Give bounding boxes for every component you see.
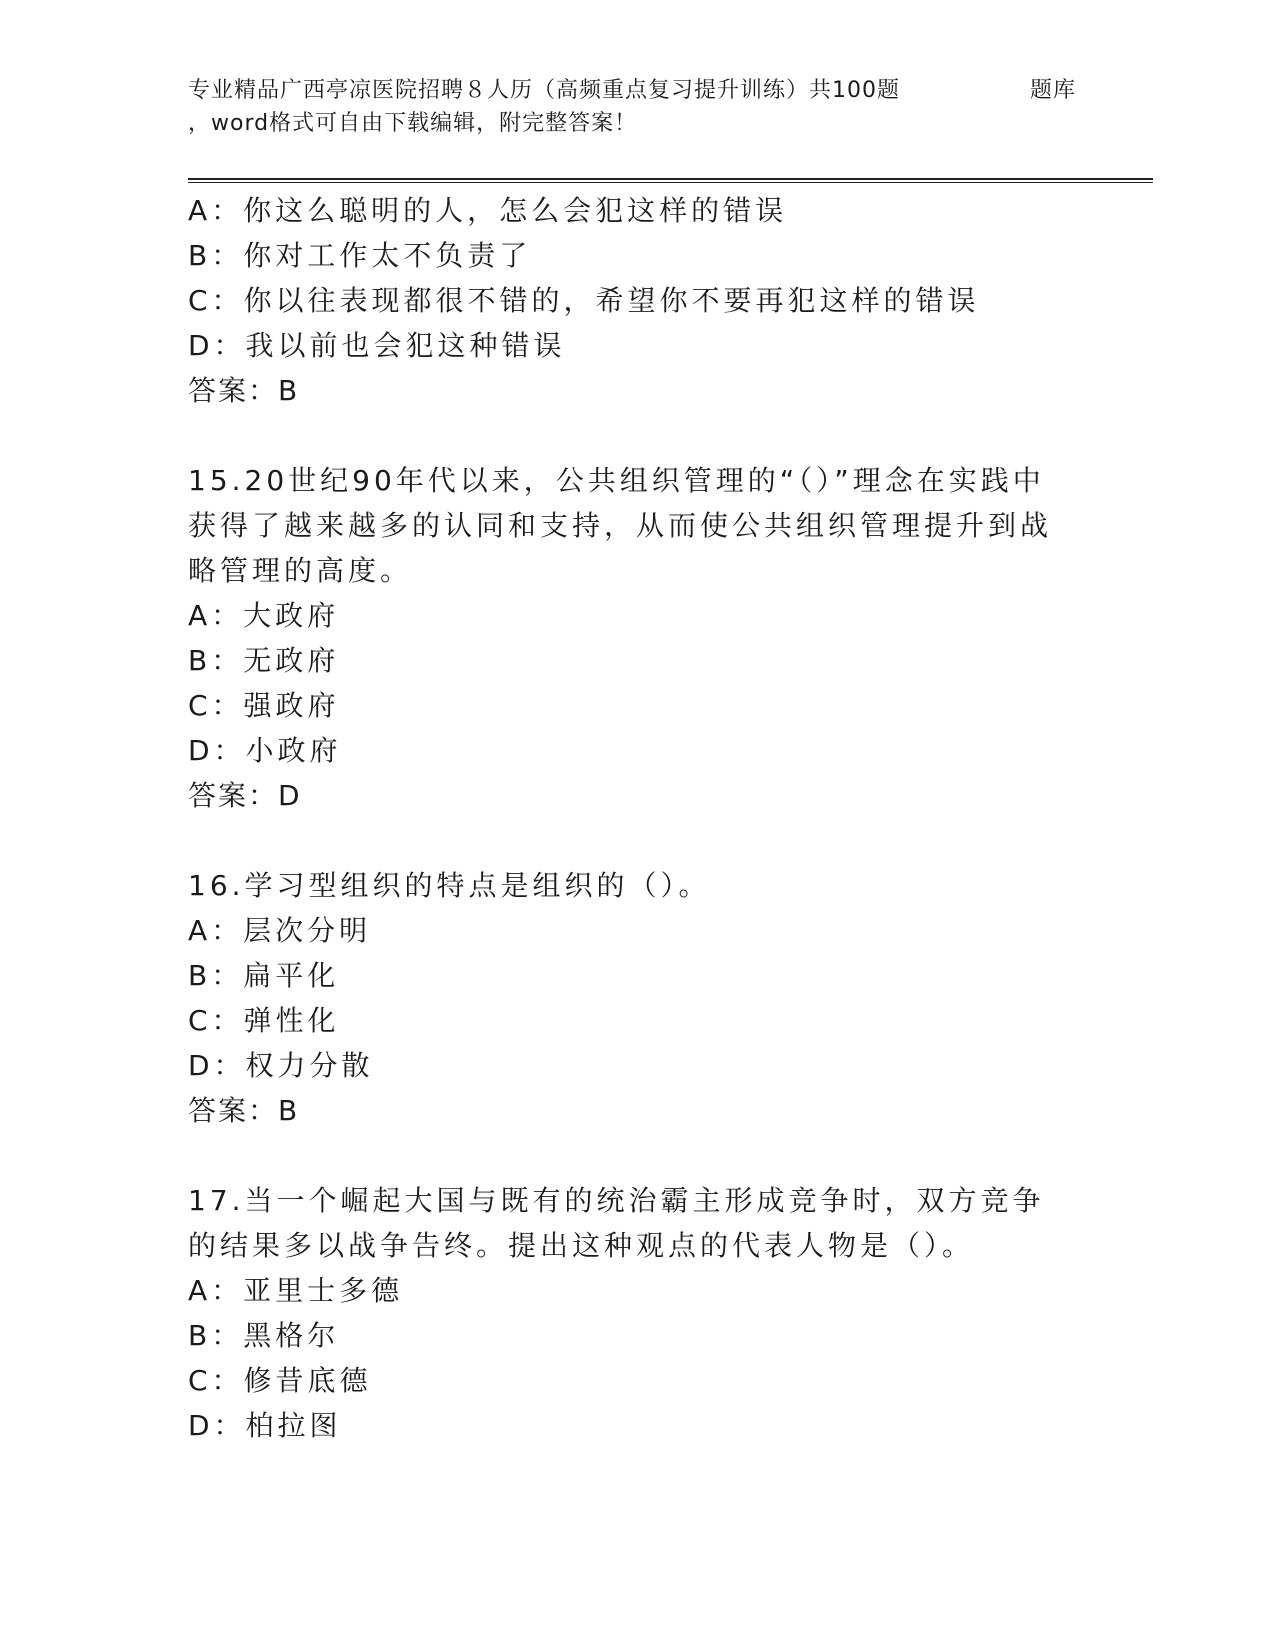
option-b: B：扁平化 <box>188 959 340 992</box>
question-15 <box>188 458 1088 818</box>
option-a: A：大政府 <box>188 599 340 632</box>
option-b: B：黑格尔 <box>188 1319 340 1352</box>
option-c: C：弹性化 <box>188 1004 340 1037</box>
question-fragment <box>188 188 1088 413</box>
option-a: A：亚里士多德 <box>188 1274 404 1307</box>
answer: 答案：B <box>188 374 300 407</box>
document-tag: 题库 <box>1030 78 1077 103</box>
question-text: 16.学习型组织的特点是组织的（）。 <box>188 869 711 902</box>
option-c: C：你以往表现都很不错的，希望你不要再犯这样的错误 <box>188 284 980 317</box>
option-c: C：强政府 <box>188 689 340 722</box>
option-d: D：柏拉图 <box>188 1409 342 1442</box>
question-17 <box>188 1178 1088 1448</box>
answer: 答案：D <box>188 779 302 812</box>
question-text: 15.20世纪90年代以来，公共组织管理的“（）”理念在实践中获得了越来越多的认同和支持，从而使公共组织管理提升到战略管理的高度。 <box>188 464 1053 587</box>
option-a: A：层次分明 <box>188 914 372 947</box>
header-line <box>188 74 1088 108</box>
option-c: C：修昔底德 <box>188 1364 372 1397</box>
question-text: 17.当一个崛起大国与既有的统治霸主形成竞争时，双方竞争的结果多以战争告终。提出这种观点的代表人物是（）。 <box>188 1184 1045 1262</box>
option-b: B：你对工作太不负责了 <box>188 239 532 272</box>
option-b: B：无政府 <box>188 644 340 677</box>
question-list <box>188 188 1088 1448</box>
header-divider-thin <box>188 182 1153 183</box>
answer: 答案：B <box>188 1094 300 1127</box>
option-d: D：权力分散 <box>188 1049 374 1082</box>
header-divider-thick <box>188 178 1153 180</box>
page-header <box>188 74 1088 140</box>
option-d: D：小政府 <box>188 734 342 767</box>
option-d: D：我以前也会犯这种错误 <box>188 329 566 362</box>
question-16 <box>188 863 1088 1133</box>
document-title: 专业精品广西亭凉医院招聘８人历（高频重点复习提升训练）共100题 <box>188 78 900 103</box>
document-subtitle: ，word格式可自由下载编辑，附完整答案！ <box>188 111 638 136</box>
option-a: A：你这么聪明的人，怎么会犯这样的错误 <box>188 194 788 227</box>
